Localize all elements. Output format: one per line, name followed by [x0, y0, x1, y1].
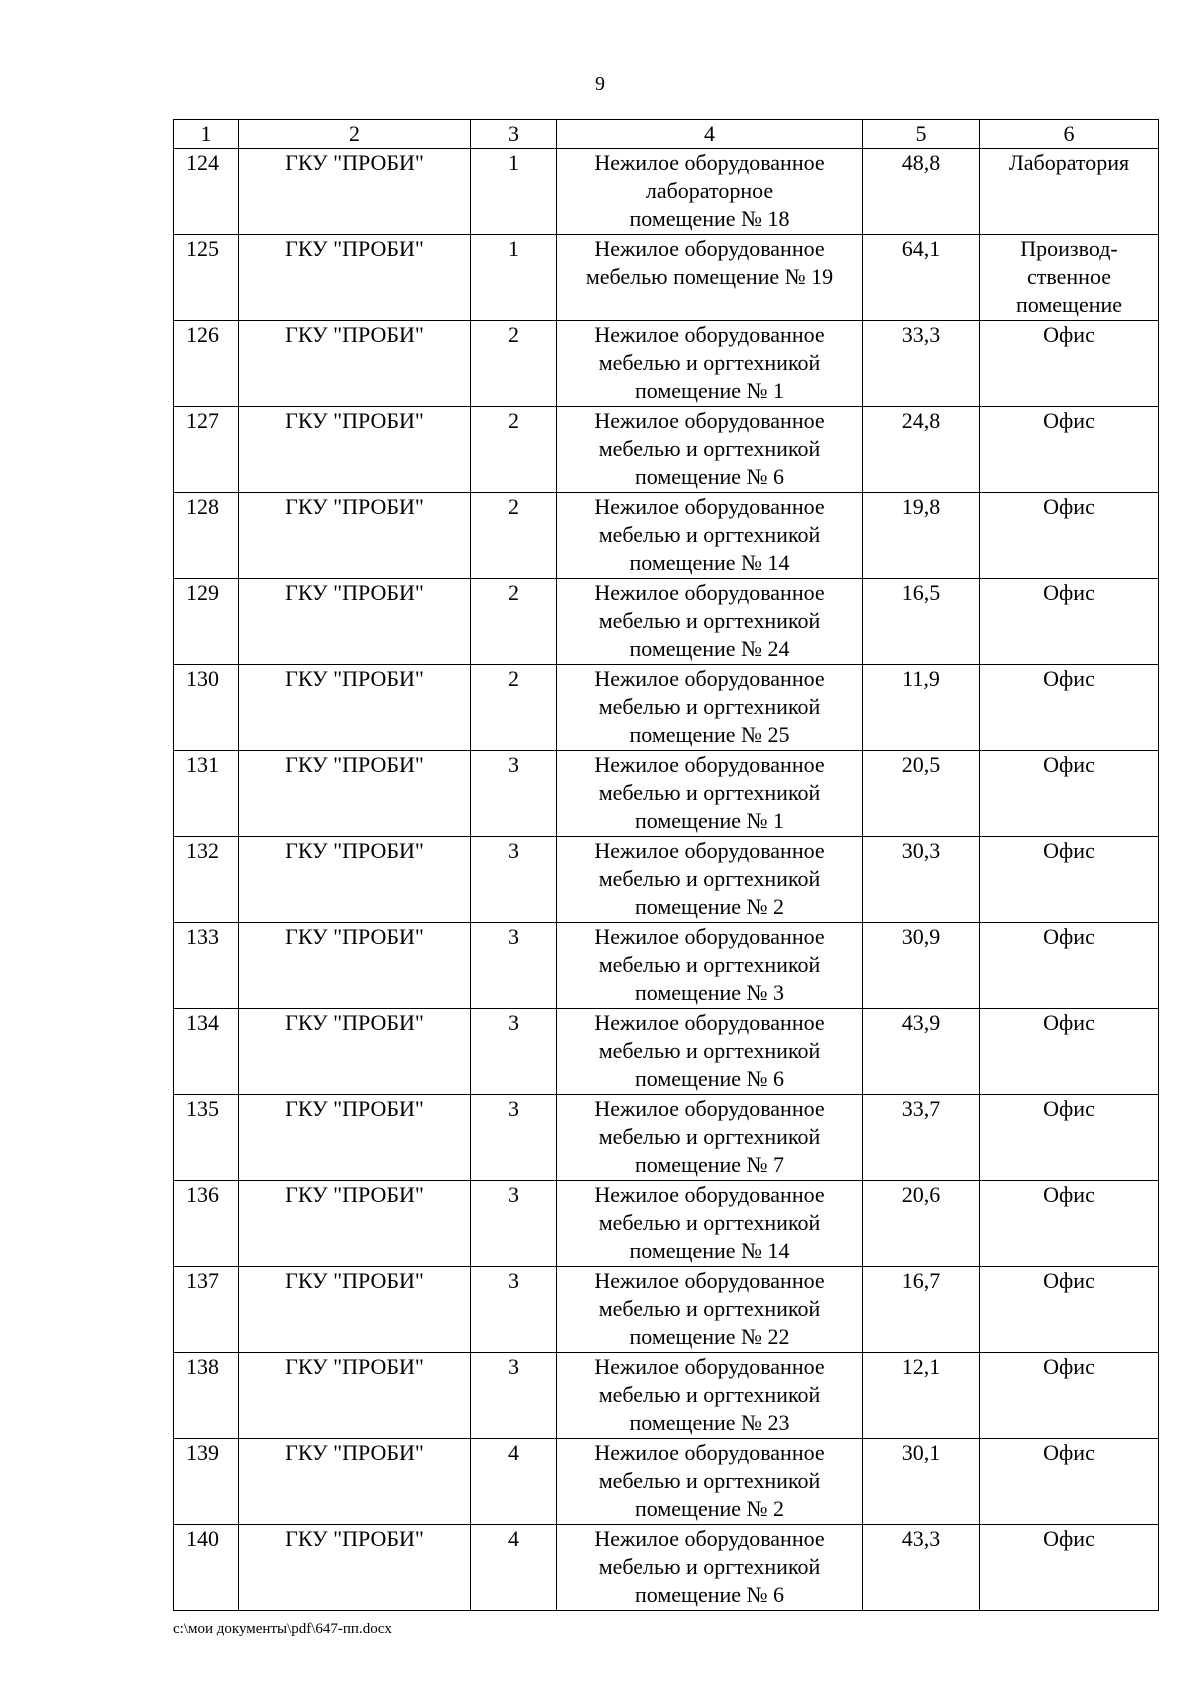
row-number-cell: 134 — [174, 1009, 239, 1095]
purpose-cell — [980, 1439, 1159, 1525]
purpose-cell — [980, 407, 1159, 493]
floor-cell: 3 — [471, 1353, 557, 1439]
organization-cell: ГКУ "ПРОБИ" — [239, 579, 471, 665]
purpose-cell-line: Офис — [1043, 408, 1095, 433]
description-cell-line: Нежилое оборудованное — [594, 236, 825, 261]
floor-cell: 3 — [471, 751, 557, 837]
description-cell-line: мебелью и оргтехникой — [598, 694, 821, 719]
description-cell — [557, 837, 863, 923]
purpose-cell-line: ственное — [1027, 264, 1111, 289]
table-row — [174, 321, 1159, 407]
description-cell-line: помещение № 3 — [634, 980, 785, 1005]
organization-cell: ГКУ "ПРОБИ" — [239, 493, 471, 579]
description-cell — [557, 923, 863, 1009]
area-cell: 20,6 — [863, 1181, 980, 1267]
row-number-cell: 138 — [174, 1353, 239, 1439]
description-cell — [557, 751, 863, 837]
floor-cell: 1 — [471, 235, 557, 321]
description-cell-line: мебелью и оргтехникой — [598, 866, 821, 891]
description-cell-line: Нежилое оборудованное — [594, 1526, 825, 1551]
description-cell-line: Нежилое оборудованное — [594, 408, 825, 433]
purpose-cell-line: Офис — [1043, 1354, 1095, 1379]
description-cell-line: Нежилое оборудованное — [594, 1096, 825, 1121]
floor-cell: 3 — [471, 1009, 557, 1095]
floor-cell: 2 — [471, 407, 557, 493]
table-row — [174, 1525, 1159, 1611]
description-cell — [557, 1525, 863, 1611]
table-row — [174, 1095, 1159, 1181]
row-number-cell: 125 — [174, 235, 239, 321]
organization-cell: ГКУ "ПРОБИ" — [239, 665, 471, 751]
purpose-cell — [980, 1353, 1159, 1439]
table-header-row — [174, 120, 1159, 149]
organization-cell: ГКУ "ПРОБИ" — [239, 1439, 471, 1525]
table-body — [174, 120, 1159, 1611]
description-cell-line: Нежилое оборудованное — [594, 1182, 825, 1207]
purpose-cell-line: Офис — [1043, 322, 1095, 347]
description-cell-line: Нежилое оборудованное — [594, 666, 825, 691]
area-cell: 12,1 — [863, 1353, 980, 1439]
description-cell-line: мебелью и оргтехникой — [598, 1468, 821, 1493]
description-cell-line: мебелью и оргтехникой — [598, 350, 821, 375]
description-cell-line: помещение № 7 — [634, 1152, 785, 1177]
area-cell: 20,5 — [863, 751, 980, 837]
description-cell-line: мебелью и оргтехникой — [598, 436, 821, 461]
description-cell-line: помещение № 6 — [634, 1066, 785, 1091]
purpose-cell-line: Офис — [1043, 494, 1095, 519]
table-row — [174, 665, 1159, 751]
description-cell-line: мебелью помещение № 19 — [585, 264, 834, 289]
purpose-cell — [980, 493, 1159, 579]
area-cell: 11,9 — [863, 665, 980, 751]
row-number-cell: 126 — [174, 321, 239, 407]
description-cell-line: Нежилое оборудованное — [594, 1354, 825, 1379]
area-cell: 16,7 — [863, 1267, 980, 1353]
purpose-cell-line: Офис — [1043, 580, 1095, 605]
floor-cell: 2 — [471, 321, 557, 407]
table-row — [174, 579, 1159, 665]
row-number-cell: 136 — [174, 1181, 239, 1267]
table-row — [174, 1439, 1159, 1525]
description-cell-line: помещение № 14 — [629, 550, 790, 575]
description-cell-line: помещение № 22 — [629, 1324, 790, 1349]
row-number-cell: 132 — [174, 837, 239, 923]
area-cell: 33,7 — [863, 1095, 980, 1181]
purpose-cell-line: Производ- — [1020, 236, 1118, 261]
purpose-cell — [980, 1095, 1159, 1181]
floor-cell: 2 — [471, 579, 557, 665]
description-cell-line: мебелью и оргтехникой — [598, 1554, 821, 1579]
description-cell-line: помещение № 25 — [629, 722, 790, 747]
table-row — [174, 235, 1159, 321]
table-row — [174, 751, 1159, 837]
description-cell-line: мебелью и оргтехникой — [598, 1038, 821, 1063]
premises-table — [173, 119, 1159, 1611]
organization-cell: ГКУ "ПРОБИ" — [239, 321, 471, 407]
description-cell-line: мебелью и оргтехникой — [598, 1296, 821, 1321]
area-cell: 30,1 — [863, 1439, 980, 1525]
header-cell-1: 1 — [174, 120, 239, 149]
header-cell-5: 5 — [863, 120, 980, 149]
purpose-cell-line: Лаборатория — [1008, 150, 1130, 175]
row-number-cell: 131 — [174, 751, 239, 837]
purpose-cell-line: Офис — [1043, 1268, 1095, 1293]
organization-cell: ГКУ "ПРОБИ" — [239, 1181, 471, 1267]
header-cell-4: 4 — [557, 120, 863, 149]
row-number-cell: 128 — [174, 493, 239, 579]
purpose-cell-line: Офис — [1043, 838, 1095, 863]
area-cell: 30,3 — [863, 837, 980, 923]
organization-cell: ГКУ "ПРОБИ" — [239, 751, 471, 837]
row-number-cell: 139 — [174, 1439, 239, 1525]
organization-cell: ГКУ "ПРОБИ" — [239, 149, 471, 235]
organization-cell: ГКУ "ПРОБИ" — [239, 837, 471, 923]
area-cell: 64,1 — [863, 235, 980, 321]
description-cell-line: Нежилое оборудованное — [594, 752, 825, 777]
description-cell-line: мебелью и оргтехникой — [598, 1124, 821, 1149]
floor-cell: 2 — [471, 493, 557, 579]
organization-cell: ГКУ "ПРОБИ" — [239, 1267, 471, 1353]
description-cell-line: помещение № 1 — [634, 378, 785, 403]
floor-cell: 4 — [471, 1525, 557, 1611]
purpose-cell — [980, 235, 1159, 321]
purpose-cell-line: помещение — [1015, 292, 1123, 317]
header-cell-3: 3 — [471, 120, 557, 149]
description-cell-line: Нежилое оборудованное — [594, 580, 825, 605]
table-row — [174, 1181, 1159, 1267]
table-row — [174, 1009, 1159, 1095]
description-cell — [557, 321, 863, 407]
description-cell-line: помещение № 18 — [629, 206, 790, 231]
row-number-cell: 124 — [174, 149, 239, 235]
row-number-cell: 135 — [174, 1095, 239, 1181]
purpose-cell — [980, 923, 1159, 1009]
table-row — [174, 1267, 1159, 1353]
organization-cell: ГКУ "ПРОБИ" — [239, 235, 471, 321]
purpose-cell — [980, 1181, 1159, 1267]
organization-cell: ГКУ "ПРОБИ" — [239, 1009, 471, 1095]
description-cell-line: лабораторное — [645, 178, 774, 203]
description-cell-line: помещение № 6 — [634, 464, 785, 489]
purpose-cell-line: Офис — [1043, 1440, 1095, 1465]
description-cell — [557, 1267, 863, 1353]
purpose-cell-line: Офис — [1043, 666, 1095, 691]
area-cell: 43,3 — [863, 1525, 980, 1611]
table-row — [174, 923, 1159, 1009]
purpose-cell-line: Офис — [1043, 752, 1095, 777]
floor-cell: 3 — [471, 1267, 557, 1353]
table-row — [174, 407, 1159, 493]
description-cell — [557, 1439, 863, 1525]
row-number-cell: 127 — [174, 407, 239, 493]
table-row — [174, 837, 1159, 923]
description-cell-line: Нежилое оборудованное — [594, 494, 825, 519]
floor-cell: 3 — [471, 1095, 557, 1181]
description-cell — [557, 493, 863, 579]
description-cell — [557, 149, 863, 235]
description-cell-line: Нежилое оборудованное — [594, 1268, 825, 1293]
purpose-cell-line: Офис — [1043, 924, 1095, 949]
description-cell-line: Нежилое оборудованное — [594, 150, 825, 175]
area-cell: 24,8 — [863, 407, 980, 493]
header-cell-6: 6 — [980, 120, 1159, 149]
description-cell-line: помещение № 2 — [634, 894, 785, 919]
row-number-cell: 137 — [174, 1267, 239, 1353]
floor-cell: 3 — [471, 1181, 557, 1267]
description-cell-line: помещение № 24 — [629, 636, 790, 661]
area-cell: 33,3 — [863, 321, 980, 407]
description-cell — [557, 665, 863, 751]
purpose-cell — [980, 149, 1159, 235]
description-cell-line: мебелью и оргтехникой — [598, 780, 821, 805]
purpose-cell — [980, 665, 1159, 751]
description-cell-line: Нежилое оборудованное — [594, 1010, 825, 1035]
description-cell-line: мебелью и оргтехникой — [598, 522, 821, 547]
purpose-cell-line: Офис — [1043, 1096, 1095, 1121]
purpose-cell — [980, 1009, 1159, 1095]
floor-cell: 3 — [471, 837, 557, 923]
purpose-cell — [980, 321, 1159, 407]
description-cell — [557, 579, 863, 665]
purpose-cell-line: Офис — [1043, 1182, 1095, 1207]
purpose-cell — [980, 751, 1159, 837]
row-number-cell: 129 — [174, 579, 239, 665]
table-row — [174, 1353, 1159, 1439]
description-cell-line: помещение № 14 — [629, 1238, 790, 1263]
description-cell — [557, 1353, 863, 1439]
organization-cell: ГКУ "ПРОБИ" — [239, 1095, 471, 1181]
floor-cell: 2 — [471, 665, 557, 751]
area-cell: 43,9 — [863, 1009, 980, 1095]
row-number-cell: 130 — [174, 665, 239, 751]
description-cell-line: помещение № 2 — [634, 1496, 785, 1521]
purpose-cell — [980, 1267, 1159, 1353]
description-cell — [557, 1009, 863, 1095]
description-cell-line: Нежилое оборудованное — [594, 838, 825, 863]
description-cell-line: мебелью и оргтехникой — [598, 608, 821, 633]
purpose-cell — [980, 579, 1159, 665]
area-cell: 16,5 — [863, 579, 980, 665]
description-cell-line: помещение № 6 — [634, 1582, 785, 1607]
description-cell-line: помещение № 1 — [634, 808, 785, 833]
organization-cell: ГКУ "ПРОБИ" — [239, 1525, 471, 1611]
area-cell: 19,8 — [863, 493, 980, 579]
description-cell — [557, 1095, 863, 1181]
description-cell-line: Нежилое оборудованное — [594, 1440, 825, 1465]
description-cell-line: мебелью и оргтехникой — [598, 1382, 821, 1407]
description-cell-line: помещение № 23 — [629, 1410, 790, 1435]
table-row — [174, 149, 1159, 235]
footer-file-path: c:\мои документы\pdf\647-пп.docx — [173, 1621, 392, 1637]
description-cell-line: мебелью и оргтехникой — [598, 1210, 821, 1235]
purpose-cell — [980, 1525, 1159, 1611]
description-cell — [557, 407, 863, 493]
floor-cell: 3 — [471, 923, 557, 1009]
page-number: 9 — [595, 73, 605, 95]
organization-cell: ГКУ "ПРОБИ" — [239, 923, 471, 1009]
header-cell-2: 2 — [239, 120, 471, 149]
purpose-cell-line: Офис — [1043, 1010, 1095, 1035]
description-cell-line: Нежилое оборудованное — [594, 322, 825, 347]
floor-cell: 4 — [471, 1439, 557, 1525]
description-cell — [557, 1181, 863, 1267]
row-number-cell: 140 — [174, 1525, 239, 1611]
area-cell: 30,9 — [863, 923, 980, 1009]
description-cell-line: мебелью и оргтехникой — [598, 952, 821, 977]
organization-cell: ГКУ "ПРОБИ" — [239, 407, 471, 493]
purpose-cell-line: Офис — [1043, 1526, 1095, 1551]
table-row — [174, 493, 1159, 579]
description-cell-line: Нежилое оборудованное — [594, 924, 825, 949]
organization-cell: ГКУ "ПРОБИ" — [239, 1353, 471, 1439]
floor-cell: 1 — [471, 149, 557, 235]
row-number-cell: 133 — [174, 923, 239, 1009]
area-cell: 48,8 — [863, 149, 980, 235]
description-cell — [557, 235, 863, 321]
purpose-cell — [980, 837, 1159, 923]
